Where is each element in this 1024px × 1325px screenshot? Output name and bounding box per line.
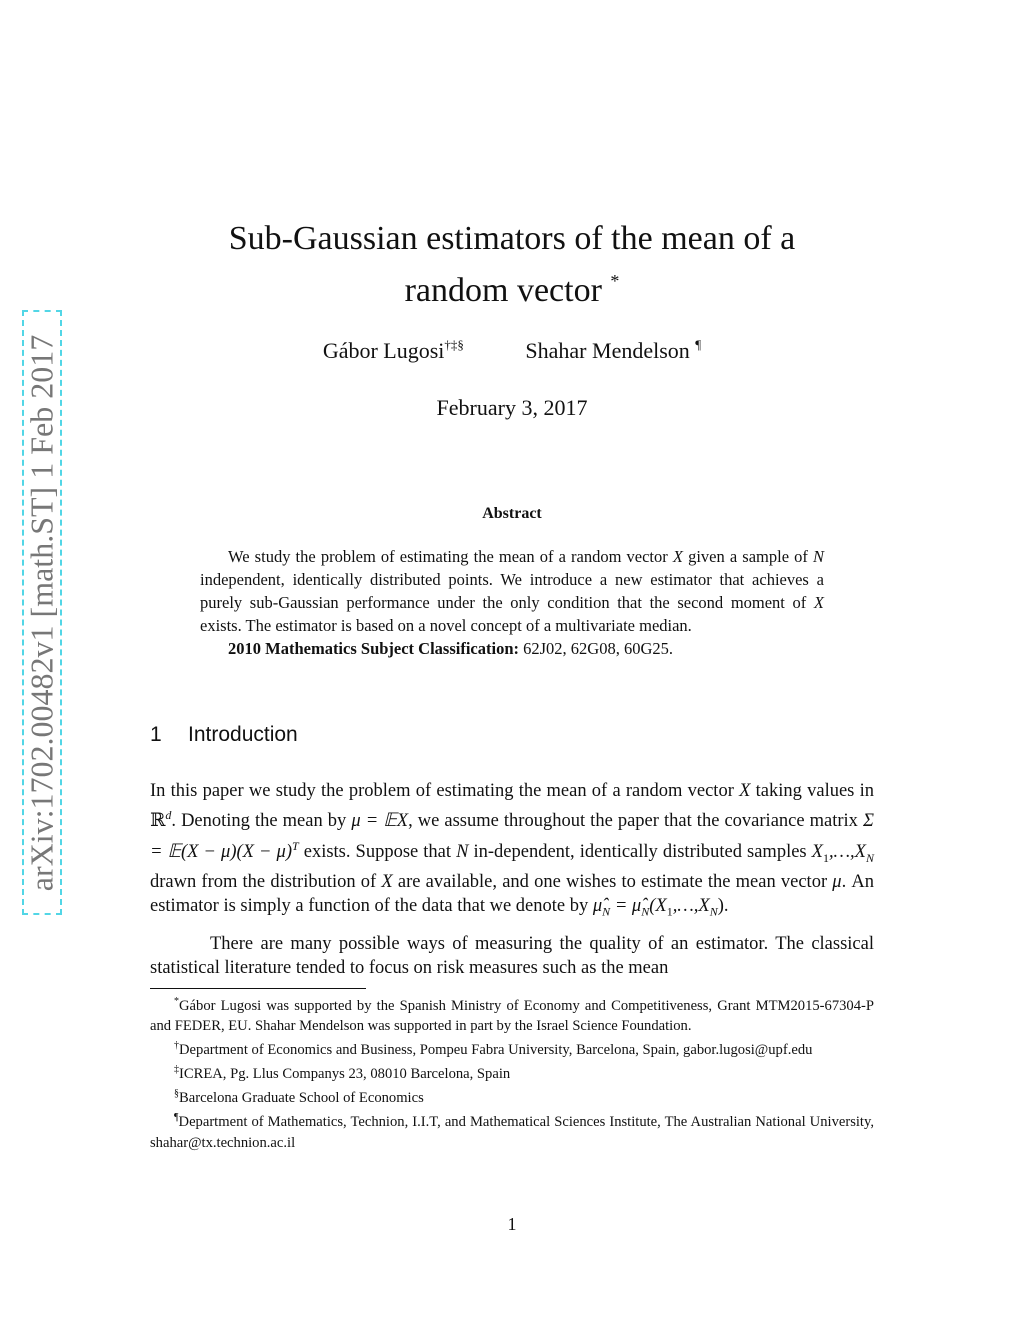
author-marks: ¶	[695, 337, 702, 352]
abstract-heading: Abstract	[482, 505, 542, 522]
introduction-body	[150, 779, 874, 981]
abstract-paragraph: We study the problem of estimating the mean of a random vector X given a sample of N independent, identically distributed points. We introduce a new estimator that achieves a purely sub-Gaussian performance under the only condition that the second moment of X exists. The estimator is based on a novel concept of a multivariate median.	[200, 547, 824, 635]
footnote-rule	[150, 988, 366, 989]
abstract-body	[200, 545, 824, 660]
author-marks: †‡§	[444, 337, 464, 352]
footnote-3: ‡ICREA, Pg. Llus Companys 23, 08010 Barcelona, Spain	[174, 1064, 511, 1083]
footnote-1: *Gábor Lugosi was supported by the Spanish Ministry of Economy and Competitiveness, Grant MTM2015-67304-P and FEDER, EU. Shahar Mendelson was supported in part by the Israel Science Foundation.	[150, 996, 874, 1035]
paper-title	[150, 218, 874, 312]
author-name: Shahar Mendelson	[525, 338, 690, 363]
intro-paragraph-2: There are many possible ways of measuring the quality of an estimator. The classical statistical literature tended to focus on risk measures such as the mean	[150, 934, 874, 979]
arxiv-stamp	[22, 310, 62, 915]
title-footnote-mark: *	[610, 271, 620, 291]
author-mendelson	[525, 337, 701, 364]
footnote-4: §Barcelona Graduate School of Economics	[174, 1088, 424, 1107]
paper-date: February 3, 2017	[436, 395, 588, 420]
page-number: 1	[507, 1214, 517, 1234]
section-heading-introduction	[150, 723, 298, 747]
author-name: Gábor Lugosi	[322, 338, 445, 363]
title-line-1: Sub-Gaussian estimators of the mean of a	[228, 220, 796, 257]
intro-paragraph-1: In this paper we study the problem of estimating the mean of a random vector X taking values in ℝ$^d$. Denoting the mean by μ = 𝔼X, we assume throughout the paper that the covariance matrix Σ = 𝔼(X − $\mu)(X - \mu)^T$ exists. Suppose that N in-dependent, identically distributed samples $X_1,\dots,X_N$ drawn from the distribution of X are available, and one wishes to estimate the mean vector μ. An estimator is simply a function of the data that we denote by $\mû_N$ = $\mû_N(X_1,\dots,X_N)$.	[150, 781, 874, 919]
footnote-2: †Department of Economics and Business, Pompeu Fabra University, Barcelona, Spain, gabor.lugosi@upf.edu	[174, 1040, 813, 1059]
footnote-5: ¶Department of Mathematics, Technion, I.I.T, and Mathematical Sciences Institute, The Australian National University, shahar@tx.technion.ac.il	[150, 1112, 874, 1151]
author-lugosi	[323, 337, 464, 364]
section-number: 1	[150, 723, 162, 746]
author-list	[150, 337, 874, 364]
section-title: Introduction	[188, 723, 298, 746]
title-line-2: random vector	[404, 272, 602, 309]
arxiv-id: arXiv:1702.00482v1 [math.ST] 1 Feb 2017	[23, 334, 60, 891]
footnotes	[150, 992, 874, 1153]
msc-classification: 2010 Mathematics Subject Classification: 62J02, 62G08, 60G25.	[228, 639, 674, 658]
